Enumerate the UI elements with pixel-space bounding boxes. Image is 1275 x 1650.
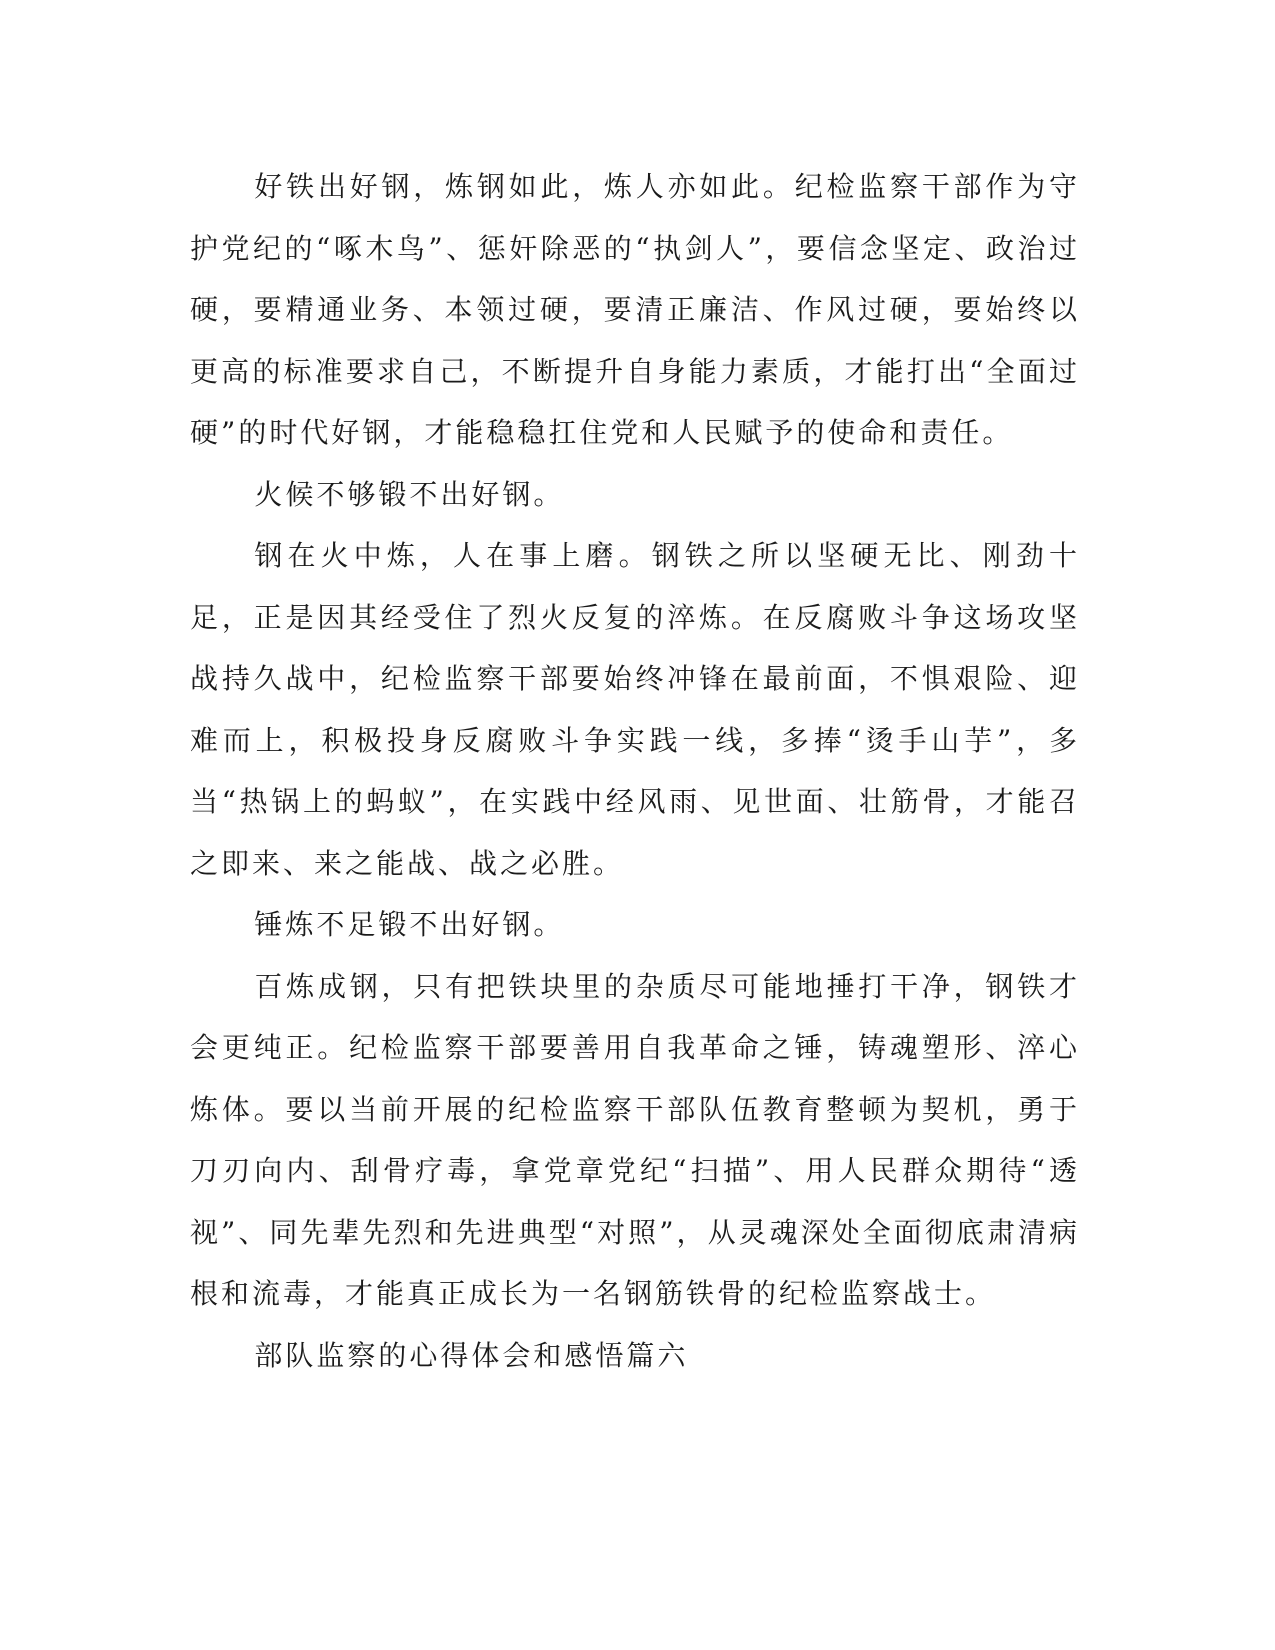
section-heading-fire: 火候不够锻不出好钢。 xyxy=(254,477,565,511)
paragraph-hammer: 百炼成钢，只有把铁块里的杂质尽可能地捶打干净，钢铁才会更纯正。纪检监察干部要善用自我革命之锤，铸魂塑形、淬心炼体。要以当前开展的纪检监察干部队伍教育整顿为契机，勇于刀刃向内、刮骨疗毒，拿党章党纪“扫描”、用人民群众期待“透视”、同先辈先烈和先进典型“对照”，从灵魂深处全面彻底肃清病根和流毒，才能真正成长为一名钢筋铁骨的纪检监察战士。 xyxy=(190,969,1080,1310)
section-title-next: 部队监察的心得体会和感悟篇六 xyxy=(254,1338,689,1372)
document-body xyxy=(190,156,1080,1386)
section-heading-hammer: 锤炼不足锻不出好钢。 xyxy=(254,908,565,941)
paragraph-fire: 钢在火中炼，人在事上磨。钢铁之所以坚硬无比、刚劲十足，正是因其经受住了烈火反复的淬炼。在反腐败斗争这场攻坚战持久战中，纪检监察干部要始终冲锋在最前面，不惧艰险、迎难而上，积极投身反腐败斗争实践一线，多捧“烫手山芋”，多当“热锅上的蚂蚁”，在实践中经风雨、见世面、壮筋骨，才能召之即来、来之能战、战之必胜。 xyxy=(190,539,1080,880)
paragraph-intro: 好铁出好钢，炼钢如此，炼人亦如此。纪检监察干部作为守护党纪的“啄木鸟”、惩奸除恶的“执剑人”，要信念坚定、政治过硬，要精通业务、本领过硬，要清正廉洁、作风过硬，要始终以更高的标准要求自己，不断提升自身能力素质，才能打出“全面过硬”的时代好钢，才能稳稳扛住党和人民赋予的使命和责任。 xyxy=(190,170,1080,449)
